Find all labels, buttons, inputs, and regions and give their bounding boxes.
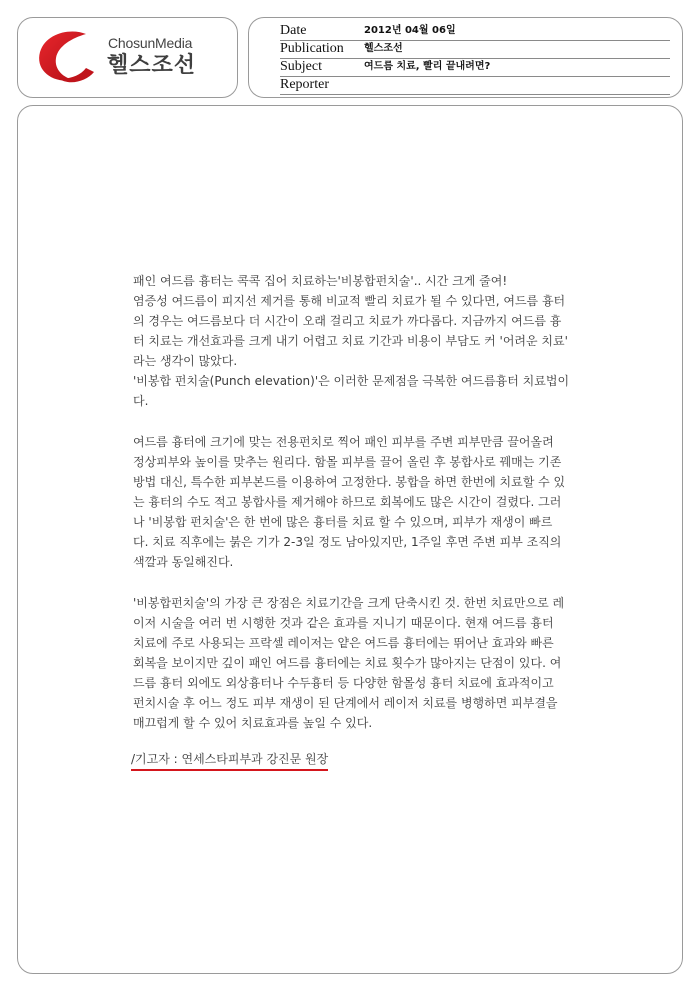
article-paragraph-3	[133, 593, 587, 733]
date-value: 2012년 04월 06일	[364, 25, 456, 36]
reporter-label: Reporter	[280, 77, 329, 92]
paragraph-line: 라는 생각이 많았다.	[133, 354, 238, 368]
publication-value: 헬스조선	[364, 43, 403, 54]
paragraph-line: 나 '비봉합 펀치술'은 한 번에 많은 흉터를 치료 할 수 있으며, 피부가 재생이 빠르	[133, 515, 553, 529]
meta-row-subject	[280, 58, 670, 77]
paragraph-line: 정상피부와 높이를 맞추는 원리다. 함몰 피부를 끌어 올린 후 봉합사로 꿰매는 기존	[133, 455, 562, 469]
paragraph-line: 치료에 주로 사용되는 프락셀 레이저는 얕은 여드름 흉터에는 뛰어난 효과와 빠른	[133, 636, 554, 650]
paragraph-line: '비봉합펀치술'의 가장 큰 장점은 치료기간을 크게 단축시킨 것. 한번 치료만으로 레	[133, 596, 565, 610]
paragraph-line: 의 경우는 여드름보다 더 시간이 오래 걸리고 치료가 까다롭다. 지금까지 여드름 흉	[133, 314, 562, 328]
paragraph-line: 여드름 흉터에 크기에 맞는 전용펀치로 찍어 패인 피부를 주변 피부만큼 끌어올려	[133, 435, 554, 449]
article-paragraph-2	[133, 432, 587, 572]
date-label: Date	[280, 23, 307, 38]
paragraph-line: 이저 시술을 여러 번 시행한 것과 같은 효과를 지니기 때문이다. 현재 여드름 흉터	[133, 616, 554, 630]
paragraph-line: '비봉합 펀치술(Punch elevation)'은 이러한 문제점을 극복한 여드름흉터 치료법이	[133, 374, 570, 388]
subject-label: Subject	[280, 59, 322, 74]
article-paragraph-1	[133, 271, 587, 411]
paragraph-line: 색깔과 동일해진다.	[133, 555, 234, 569]
meta-row-reporter	[280, 76, 670, 95]
article-byline: /기고자 : 연세스타피부과 강진문 원장	[131, 751, 328, 771]
brand-top-text: ChosunMedia	[108, 35, 193, 51]
paragraph-line: 다. 치료 직후에는 붉은 기가 2-3일 정도 남아있지만, 1주일 후면 주변 피부 조직의	[133, 535, 562, 549]
paragraph-line: 패인 여드름 흉터는 콕콕 집어 치료하는'비봉합펀치술'.. 시간 크게 줄여!	[133, 274, 508, 288]
logo-panel	[17, 17, 238, 98]
paragraph-line: 드름 흉터 외에도 외상흉터나 수두흉터 등 다양한 함몰성 흉터 치료에 효과적이고	[133, 676, 554, 690]
publication-label: Publication	[280, 41, 344, 56]
meta-row-publication	[280, 40, 670, 59]
paragraph-line: 매끄럽게 할 수 있어 치료효과를 높일 수 있다.	[133, 716, 373, 730]
paragraph-line: 방법 대신, 특수한 피부본드를 이용하여 고정한다. 봉합을 하면 한번에 치료할 수 있	[133, 475, 566, 489]
paragraph-line: 염증성 여드름이 피지선 제거를 통해 비교적 빨리 치료가 될 수 있다면, 여드름 흉터	[133, 294, 566, 308]
chosun-media-logo-icon	[34, 28, 96, 86]
paragraph-line: 펀치시술 후 어느 정도 피부 재생이 된 단계에서 레이저 치료를 병행하면 피부결을	[133, 696, 558, 710]
paragraph-line: 는 흉터의 수도 적고 봉합사를 제거해야 하므로 회복에도 많은 시간이 걸렸다. 그러	[133, 495, 562, 509]
article-meta-panel	[248, 17, 683, 98]
subject-value: 여드름 치료, 빨리 끝내려면?	[364, 61, 491, 72]
paragraph-line: 회복을 보이지만 깊이 패인 여드름 흉터에는 치료 횟수가 많아지는 단점이 있다. 여	[133, 656, 562, 670]
article-body	[133, 271, 587, 754]
brand-bottom-text: 헬스조선	[107, 53, 197, 78]
paragraph-line: 다.	[133, 394, 149, 408]
meta-row-date	[280, 22, 670, 41]
paragraph-line: 터 치료는 개선효과를 크게 내기 어렵고 치료 기간과 비용이 부담도 커 '어려운 치료'	[133, 334, 568, 348]
